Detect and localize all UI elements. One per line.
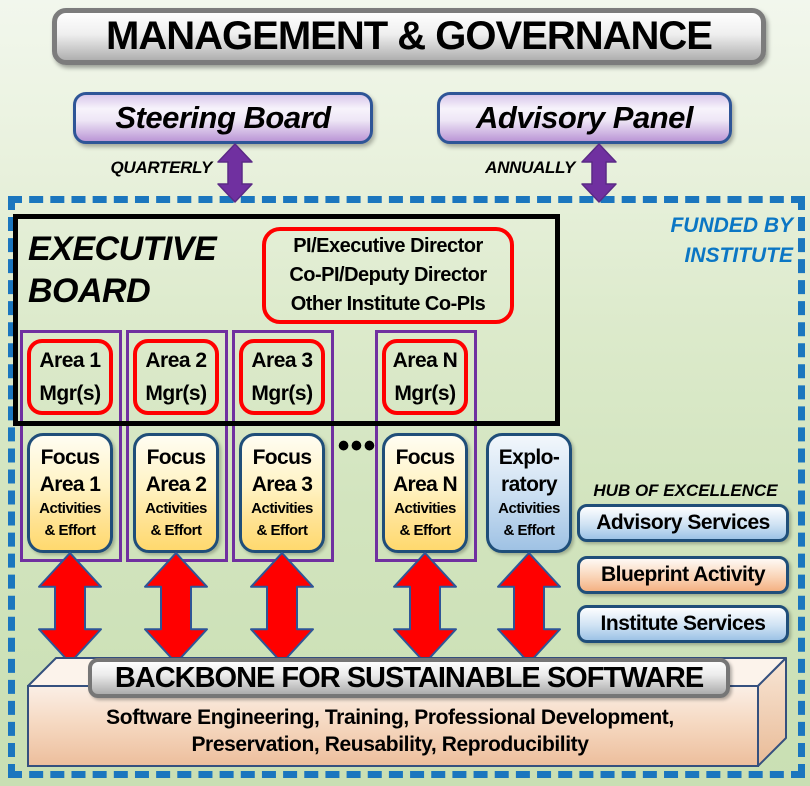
focus-2-line1: Focus (146, 446, 206, 469)
backbone-services-line2: Preservation, Reusability, Reproducibility (191, 733, 589, 756)
focus-1-line2: Area 1 (39, 473, 101, 496)
focus-2-double-arrow-icon (144, 552, 208, 664)
focus-3-double-arrow-icon (250, 552, 314, 664)
backbone-services-line1: Software Engineering, Training, Professional Development, (106, 706, 674, 729)
backbone-services-text (40, 704, 740, 758)
steering-board-label: Steering Board (115, 100, 331, 135)
title-text: MANAGEMENT & GOVERNANCE (106, 14, 712, 58)
focus-area-n-box (382, 433, 468, 553)
advisory-panel-label: Advisory Panel (476, 100, 693, 135)
focus-area-1-box (27, 433, 113, 553)
hub-service-advisory (577, 504, 789, 542)
advisory-panel-box (437, 92, 732, 144)
exploratory-double-arrow-icon (497, 552, 561, 664)
area-n-label: Area N (392, 349, 458, 372)
steering-board-box (73, 92, 373, 144)
focus-n-line2: Area N (392, 473, 458, 496)
focus-area-3-box (239, 433, 325, 553)
focus-2-line4: & Effort (150, 522, 202, 539)
focus-3-line2: Area 3 (251, 473, 313, 496)
executive-board-title-line1: EXECUTIVE (28, 230, 217, 268)
area-1-mgr-label: Mgr(s) (39, 382, 101, 405)
area-n-mgr-box (382, 339, 468, 415)
area-3-mgr-label: Mgr(s) (251, 382, 313, 405)
area-n-mgr-label: Mgr(s) (394, 382, 456, 405)
focus-n-line1: Focus (395, 446, 455, 469)
funded-by-line2: INSTITUTE (684, 244, 793, 267)
exploratory-line1: Explo- (498, 446, 560, 469)
focus-n-line4: & Effort (399, 522, 451, 539)
focus-n-line3: Activities (394, 500, 456, 517)
focus-2-line3: Activities (145, 500, 207, 517)
quarterly-label: QUARTERLY (110, 158, 212, 177)
backbone-title-text: BACKBONE FOR SUSTAINABLE SOFTWARE (114, 661, 704, 694)
exploratory-line2: ratory (501, 473, 557, 496)
exploratory-box (486, 433, 572, 553)
backbone-title-bar (88, 658, 730, 698)
exploratory-line3: Activities (498, 500, 560, 517)
focus-3-line3: Activities (251, 500, 313, 517)
ellipsis-dots: ••• (337, 427, 377, 465)
area-2-mgr-box (133, 339, 219, 415)
management-governance-title (52, 8, 766, 65)
director-line-1: PI/Executive Director (293, 235, 483, 257)
hub-service-institute-label: Institute Services (600, 612, 766, 635)
hub-of-excellence-title: HUB OF EXCELLENCE (593, 481, 778, 500)
focus-1-double-arrow-icon (38, 552, 102, 664)
focus-1-line3: Activities (39, 500, 101, 517)
director-line-2: Co-PI/Deputy Director (289, 264, 487, 286)
exploratory-line4: & Effort (503, 522, 555, 539)
annually-label: ANNUALLY (485, 158, 575, 177)
steering-double-arrow-icon (217, 143, 253, 203)
hub-service-advisory-label: Advisory Services (596, 511, 770, 534)
funded-by-institute-label (590, 211, 793, 271)
focus-1-line4: & Effort (44, 522, 96, 539)
focus-2-line2: Area 2 (145, 473, 207, 496)
hub-service-blueprint (577, 556, 789, 594)
director-line-3: Other Institute Co-PIs (290, 293, 486, 315)
area-3-mgr-box (239, 339, 325, 415)
hub-service-blueprint-label: Blueprint Activity (600, 563, 766, 586)
area-2-mgr-label: Mgr(s) (145, 382, 207, 405)
executive-board-title-line2: BOARD (28, 272, 151, 310)
area-2-label: Area 2 (145, 349, 207, 372)
hub-service-institute (577, 605, 789, 643)
focus-n-double-arrow-icon (393, 552, 457, 664)
focus-3-line4: & Effort (256, 522, 308, 539)
area-1-mgr-box (27, 339, 113, 415)
focus-3-line1: Focus (252, 446, 312, 469)
focus-1-line1: Focus (40, 446, 100, 469)
area-3-label: Area 3 (251, 349, 313, 372)
advisory-double-arrow-icon (581, 143, 617, 203)
focus-area-2-box (133, 433, 219, 553)
area-1-label: Area 1 (39, 349, 101, 372)
directors-box (262, 227, 514, 324)
funded-by-line1: FUNDED BY (670, 214, 793, 237)
executive-board-title (28, 228, 216, 312)
